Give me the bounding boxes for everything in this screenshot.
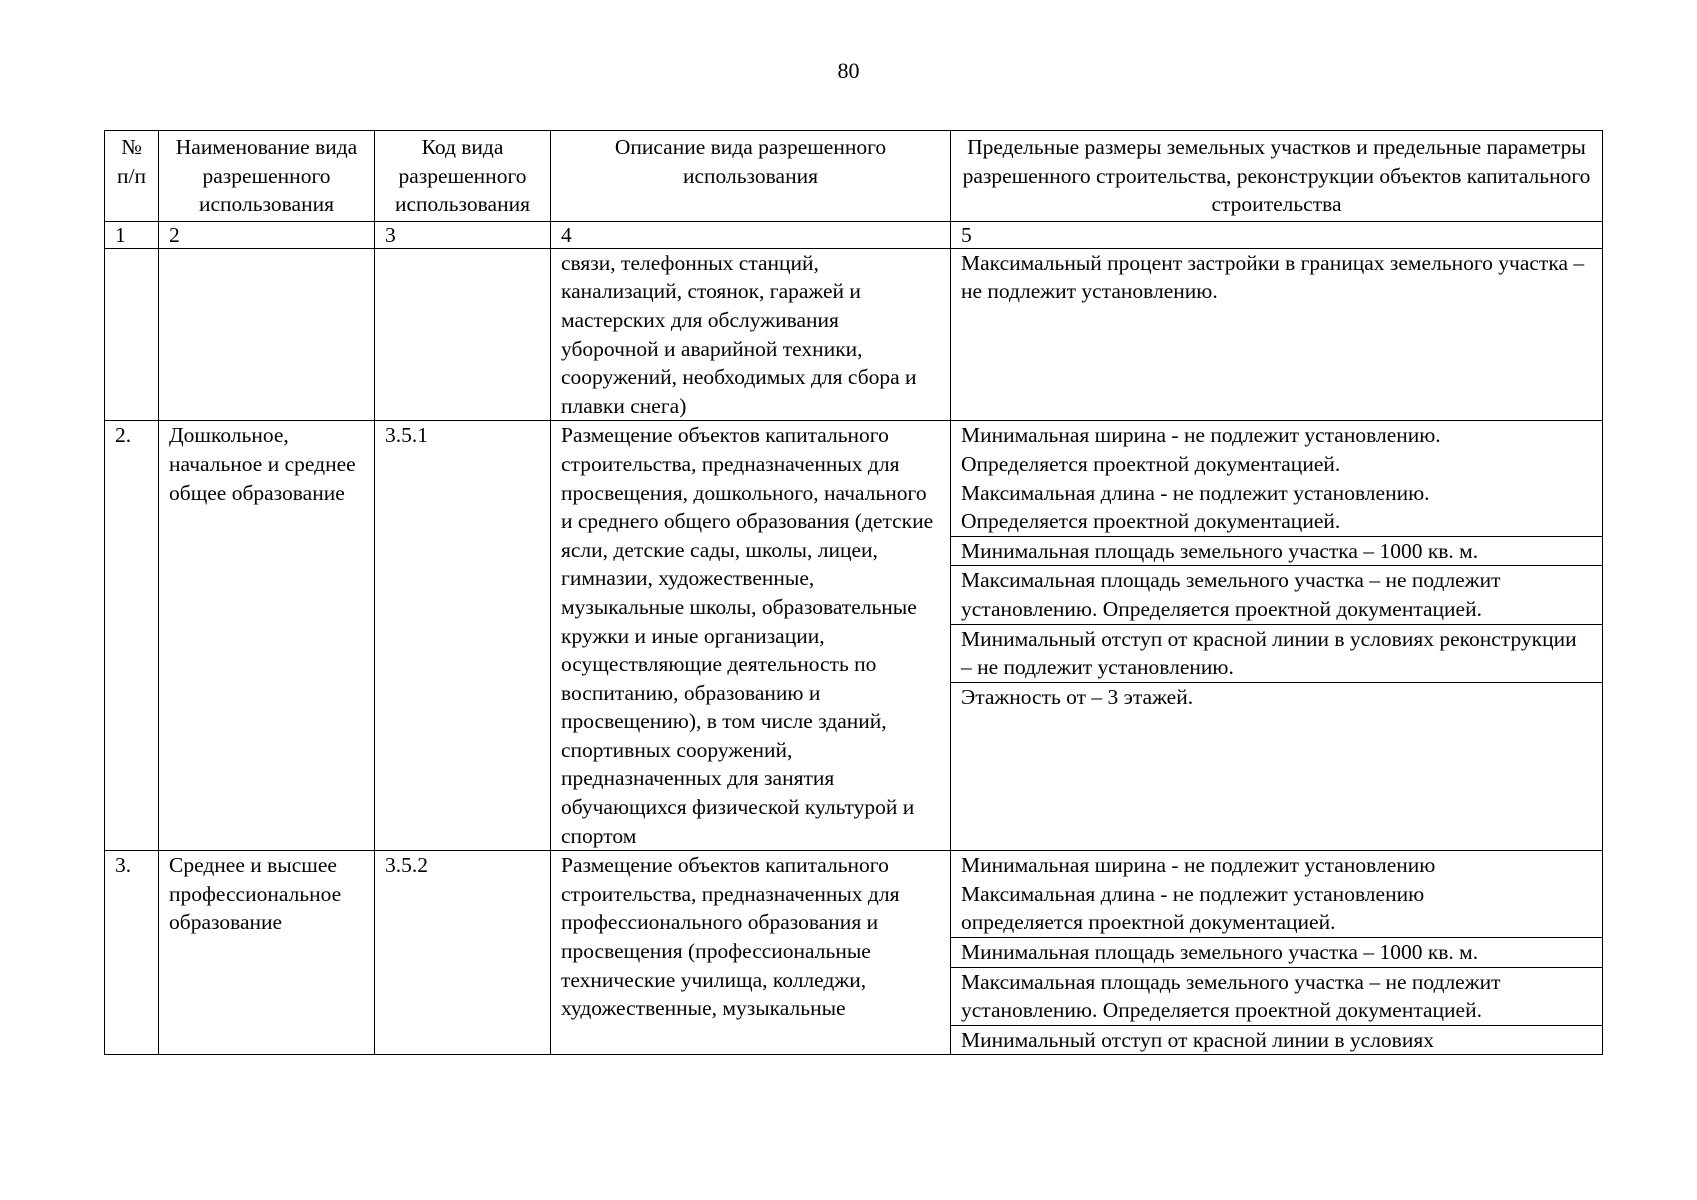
limit-cell-setback — [951, 624, 1602, 682]
row-use-name: Среднее и высшее профессиональное образование — [159, 851, 375, 1055]
row-use-code: 3.5.2 — [375, 851, 551, 1055]
column-number: 4 — [551, 221, 951, 248]
limit-cell-floors — [951, 682, 1602, 712]
limit-text: Определяется проектной документацией. — [961, 451, 1341, 476]
limit-cell-max-area — [951, 565, 1602, 623]
limit-cell — [951, 249, 1602, 306]
limit-text: Минимальная площадь земельного участка – 1000 кв. м. — [961, 538, 1479, 563]
limit-cell-min-area — [951, 937, 1602, 967]
land-use-table — [104, 130, 1603, 1055]
limit-cell-dimensions — [951, 851, 1602, 937]
row-use-name — [159, 248, 375, 421]
row-use-code: 3.5.1 — [375, 421, 551, 851]
header-use-name: Наименование вида разрешенного использования — [159, 131, 375, 222]
header-use-description: Описание вида разрешенного использования — [551, 131, 951, 222]
table-row — [105, 248, 1603, 421]
table-row — [105, 851, 1603, 1055]
row-use-description: связи, телефонных станций, канализаций, стоянок, гаражей и мастерских для обслуживания уборочной и аварийной техники, сооружений, необходимых для сбора и плавки снега) — [551, 248, 951, 421]
row-limits — [951, 421, 1603, 851]
limit-text: Максимальная длина - не подлежит установлению — [961, 881, 1425, 906]
row-number: 2. — [105, 421, 159, 851]
row-number — [105, 248, 159, 421]
row-number: 3. — [105, 851, 159, 1055]
column-number: 3 — [375, 221, 551, 248]
page-number: 80 — [837, 58, 860, 83]
header-use-code: Код вида разрешенного использования — [375, 131, 551, 222]
limit-text: Минимальный отступ от красной линии в условиях реконструкции – не подлежит установлению. — [961, 626, 1577, 680]
column-number: 2 — [159, 221, 375, 248]
header-number: № п/п — [105, 131, 159, 222]
limit-cell-min-area — [951, 536, 1602, 566]
row-use-name: Дошкольное, начальное и среднее общее образование — [159, 421, 375, 851]
row-limits — [951, 851, 1603, 1055]
limit-cell-setback — [951, 1025, 1602, 1055]
row-use-description: Размещение объектов капитального строительства, предназначенных для просвещения, дошкольного, начального и среднего общего образования (детские ясли, детские сады, школы, лицеи, гимназии, художественные, музыкальные школы, образовательные кружки и иные организации, осуществляющие деятельность по воспитанию, образованию и просвещению), в том числе зданий, спортивных сооружений, предназначенных для занятия обучающихся физической культурой и спортом — [551, 421, 951, 851]
column-number: 1 — [105, 221, 159, 248]
limit-text: определяется проектной документацией. — [961, 910, 1336, 935]
limit-text: Этажность от – 3 этажей. — [961, 684, 1194, 709]
limit-text: Максимальная площадь земельного участка – не подлежит установлению. Определяется проектной документацией. — [961, 969, 1501, 1023]
row-limits — [951, 248, 1603, 421]
limit-text: Максимальная площадь земельного участка – не подлежит установлению. Определяется проектной документацией. — [961, 568, 1501, 621]
limit-text: Минимальная площадь земельного участка – 1000 кв. м. — [961, 940, 1479, 965]
limit-text: Определяется проектной документацией. — [961, 509, 1341, 534]
table-row — [105, 421, 1603, 851]
table-header-row — [105, 131, 1603, 222]
limit-cell-max-area — [951, 967, 1602, 1025]
limit-text: Минимальная ширина - не подлежит установлению. — [961, 423, 1441, 448]
column-number-row — [105, 221, 1603, 248]
column-number: 5 — [951, 221, 1603, 248]
limit-text: Максимальная длина - не подлежит установлению. — [961, 480, 1430, 505]
limit-cell-dimensions — [951, 421, 1602, 535]
limit-text: Минимальный отступ от красной линии в условиях — [961, 1027, 1434, 1052]
row-use-description: Размещение объектов капитального строительства, предназначенных для профессионального образования и просвещения (профессиональные технические училища, колледжи, художественные, музыкальные — [551, 851, 951, 1055]
row-use-code — [375, 248, 551, 421]
limit-text: Минимальная ширина - не подлежит установлению — [961, 853, 1436, 878]
header-limits: Предельные размеры земельных участков и предельные параметры разрешенного строительства, реконструкции объектов капитального строительства — [951, 131, 1603, 222]
limit-text: Максимальный процент застройки в границах земельного участка – не подлежит установлению. — [961, 250, 1585, 304]
